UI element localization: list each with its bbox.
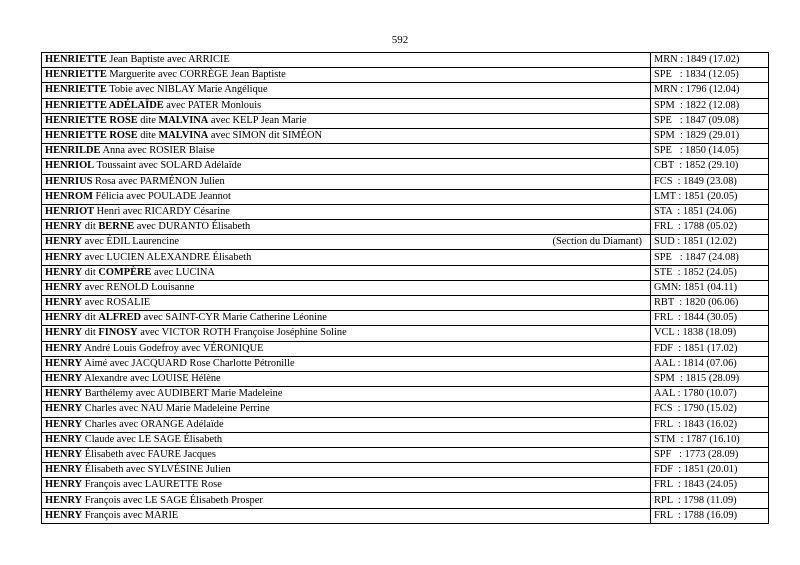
table-row — [42, 508, 769, 523]
table-row — [42, 235, 769, 250]
entry-reference-cell: RBT : 1820 (06.06) — [651, 296, 769, 311]
table-row — [42, 341, 769, 356]
entry-surname: HENRIETTE — [45, 69, 107, 81]
entry-reference-cell: MRN : 1796 (12.04) — [651, 83, 769, 98]
entry-reference-cell: AAL : 1814 (07.06) — [651, 356, 769, 371]
entry-reference-cell: MRN : 1849 (17.02) — [651, 53, 769, 68]
entry-reference-cell: FDF : 1851 (20.01) — [651, 463, 769, 478]
entry-reference-cell: STE : 1852 (24.05) — [651, 265, 769, 280]
entry-surname: ALFRED — [98, 312, 142, 324]
entry-text: avec LUCINA — [151, 266, 215, 278]
table-row — [42, 311, 769, 326]
entry-reference-cell: SPE : 1850 (14.05) — [651, 144, 769, 159]
entry-reference-cell: STA : 1851 (24.06) — [651, 204, 769, 219]
entry-note: (Section du Diamant) — [552, 236, 642, 248]
table-row — [42, 417, 769, 432]
table-row — [42, 463, 769, 478]
entry-surname: HENRY — [45, 357, 83, 369]
table-row — [42, 356, 769, 371]
table-body — [42, 53, 769, 524]
entry-reference-cell: FRL : 1788 (05.02) — [651, 220, 769, 235]
entry-text: Tobie avec NIBLAY Marie Angélique — [106, 84, 268, 96]
entry-surname: HENRIETTE — [45, 84, 107, 96]
entry-names-cell — [42, 371, 651, 386]
page-number: 592 — [391, 34, 409, 46]
entry-names-cell — [42, 250, 651, 265]
entry-names-cell — [42, 83, 651, 98]
entry-reference-cell: FRL : 1788 (16.09) — [651, 508, 769, 523]
entry-names-cell — [42, 478, 651, 493]
table-row — [42, 432, 769, 447]
entry-reference-cell: SPM : 1822 (12.08) — [651, 98, 769, 113]
entry-surname: FINOSY — [98, 327, 138, 339]
entry-text: Félicia avec POULADE Jeannot — [92, 190, 231, 202]
entry-names-cell — [42, 174, 651, 189]
entry-names-cell — [42, 280, 651, 295]
entry-surname: HENRIETTE ROSE — [45, 130, 138, 142]
entry-reference-cell: SPM : 1829 (29.01) — [651, 128, 769, 143]
entry-surname: HENRILDE — [45, 145, 101, 157]
table-row — [42, 326, 769, 341]
entry-reference-cell: FCS : 1849 (23.08) — [651, 174, 769, 189]
entry-surname: HENRY — [45, 388, 83, 400]
marriage-register-table — [41, 52, 769, 524]
table-row — [42, 447, 769, 462]
entry-text: Toussaint avec SOLARD Adélaïde — [94, 160, 242, 172]
entry-surname: HENRY — [45, 403, 83, 415]
entry-reference-cell: SPF : 1773 (28.09) — [651, 447, 769, 462]
table-row — [42, 144, 769, 159]
entry-surname: HENRIOT — [45, 205, 95, 217]
entry-text: Élisabeth avec SYLVÉSINE Julien — [82, 464, 231, 476]
entry-reference-cell: STM : 1787 (16.10) — [651, 432, 769, 447]
entry-text: dit — [82, 312, 99, 324]
entry-text: dite — [137, 130, 159, 142]
entry-surname: HENRIETTE ADÉLAÏDE — [45, 99, 164, 111]
entry-text: François avec LAURETTE Rose — [82, 479, 222, 491]
entry-reference-cell: GMN: 1851 (04.11) — [651, 280, 769, 295]
entry-names-cell — [42, 311, 651, 326]
entry-reference-cell: RPL : 1798 (11.09) — [651, 493, 769, 508]
entry-names-cell — [42, 113, 651, 128]
entry-names-cell — [42, 68, 651, 83]
entry-surname: HENRY — [45, 479, 83, 491]
entry-text: avec SIMON dit SIMÉON — [208, 130, 323, 142]
entry-names-cell — [42, 204, 651, 219]
entry-surname: HENRY — [45, 418, 83, 430]
entry-text: dit — [82, 266, 99, 278]
entry-text: Henri avec RICARDY Césarine — [94, 205, 230, 217]
entry-names-cell — [42, 341, 651, 356]
entry-surname: HENRY — [45, 236, 83, 248]
entry-reference-cell: FDF : 1851 (17.02) — [651, 341, 769, 356]
entry-reference-cell: LMT : 1851 (20.05) — [651, 189, 769, 204]
entry-text: Charles avec NAU Marie Madeleine Perrine — [82, 403, 270, 415]
entry-names-cell — [42, 265, 651, 280]
table-row — [42, 113, 769, 128]
entry-names-cell — [42, 128, 651, 143]
entry-surname: BERNE — [98, 221, 135, 233]
entry-surname: HENRY — [45, 266, 83, 278]
entry-names-cell — [42, 417, 651, 432]
entry-names-cell — [42, 508, 651, 523]
entry-names-cell — [42, 402, 651, 417]
entry-text: avec RENOLD Louisanne — [82, 281, 195, 293]
entry-surname: HENRY — [45, 281, 83, 293]
entry-text: André Louis Godefroy avec VÉRONIQUE — [82, 342, 264, 354]
entry-surname: HENRY — [45, 373, 83, 385]
entry-text: Alexandre avec LOUISE Hélène — [82, 373, 221, 385]
entry-text: Barthélemy avec AUDIBERT Marie Madeleine — [82, 388, 283, 400]
entry-names-cell — [42, 356, 651, 371]
entry-text: Jean Baptiste avec ARRICIE — [106, 54, 230, 66]
table-row — [42, 174, 769, 189]
entry-names-cell — [42, 220, 651, 235]
entry-names-cell — [42, 432, 651, 447]
entry-surname: HENRIUS — [45, 175, 93, 187]
entry-text: Charles avec ORANGE Adélaïde — [82, 418, 224, 430]
table-row — [42, 296, 769, 311]
table-row — [42, 265, 769, 280]
entry-names-cell — [42, 296, 651, 311]
entry-reference-cell: FRL : 1844 (30.05) — [651, 311, 769, 326]
entry-text: avec KELP Jean Marie — [208, 114, 307, 126]
entry-surname: HENRIOL — [45, 160, 95, 172]
table-row — [42, 159, 769, 174]
table-row — [42, 478, 769, 493]
entry-text: avec ROSALIE — [82, 297, 151, 309]
table-row — [42, 280, 769, 295]
entry-surname: HENRY — [45, 494, 83, 506]
entry-surname: HENRY — [45, 221, 83, 233]
entry-reference-cell: AAL : 1780 (10.07) — [651, 387, 769, 402]
entry-reference-cell: SPE : 1847 (24.08) — [651, 250, 769, 265]
table-row — [42, 128, 769, 143]
entry-surname: HENRY — [45, 327, 83, 339]
entry-text: François avec MARIE — [82, 509, 179, 521]
entry-names-cell — [42, 387, 651, 402]
entry-surname: HENRY — [45, 342, 83, 354]
entry-surname: HENRY — [45, 464, 83, 476]
entry-text: avec VICTOR ROTH Françoise Joséphine Soline — [137, 327, 347, 339]
entry-text: Aimé avec JACQUARD Rose Charlotte Pétronille — [82, 357, 295, 369]
entry-names-cell — [42, 326, 651, 341]
entry-reference-cell: CBT : 1852 (29.10) — [651, 159, 769, 174]
entry-text: dite — [137, 114, 159, 126]
entry-names-cell — [42, 144, 651, 159]
entry-names-cell — [42, 159, 651, 174]
table-row — [42, 387, 769, 402]
entry-reference-cell: VCL : 1838 (18.09) — [651, 326, 769, 341]
entry-text: avec PATER Monlouis — [163, 99, 262, 111]
entry-surname: HENRIETTE — [45, 54, 107, 66]
entry-surname: HENRY — [45, 509, 83, 521]
entry-text: avec ÉDIL Laurencine — [82, 236, 179, 248]
table-row — [42, 250, 769, 265]
entry-surname: HENRY — [45, 433, 83, 445]
entry-surname: HENRY — [45, 297, 83, 309]
entry-text: avec LUCIEN ALEXANDRE Élisabeth — [82, 251, 252, 263]
entry-surname: HENROM — [45, 190, 93, 202]
entry-names-cell — [42, 235, 651, 250]
entry-names-cell — [42, 189, 651, 204]
entry-names-cell — [42, 463, 651, 478]
entry-text: François avec LE SAGE Élisabeth Prosper — [82, 494, 263, 506]
entry-reference-cell: SPE : 1834 (12.05) — [651, 68, 769, 83]
entry-text: Élisabeth avec FAURE Jacques — [82, 448, 216, 460]
entry-text: avec DURANTO Élisabeth — [134, 221, 251, 233]
table-row — [42, 493, 769, 508]
entry-text: Anna avec ROSIER Blaise — [100, 145, 215, 157]
entry-reference-cell: FCS : 1790 (15.02) — [651, 402, 769, 417]
table-row — [42, 189, 769, 204]
entry-text: dit — [82, 327, 99, 339]
table-row — [42, 402, 769, 417]
table-row — [42, 204, 769, 219]
table-row — [42, 98, 769, 113]
table-row — [42, 220, 769, 235]
table-row — [42, 83, 769, 98]
entry-text: Marguerite avec CORRÈGE Jean Baptiste — [106, 69, 286, 81]
entry-surname: HENRY — [45, 448, 83, 460]
entry-surname: HENRY — [45, 251, 83, 263]
entry-names-cell — [42, 493, 651, 508]
entry-text: dit — [82, 221, 99, 233]
entry-names-cell — [42, 53, 651, 68]
table-row — [42, 68, 769, 83]
entry-reference-cell: FRL : 1843 (24.05) — [651, 478, 769, 493]
entry-text: avec SAINT-CYR Marie Catherine Léonine — [141, 312, 327, 324]
entry-surname: HENRIETTE ROSE — [45, 114, 138, 126]
entry-reference-cell: SPM : 1815 (28.09) — [651, 371, 769, 386]
entry-surname: COMPÈRE — [98, 266, 152, 278]
entry-names-cell — [42, 98, 651, 113]
table-row — [42, 371, 769, 386]
entry-reference-cell: SUD : 1851 (12.02) — [651, 235, 769, 250]
entry-surname: MALVINA — [158, 114, 209, 126]
entry-surname: MALVINA — [158, 130, 209, 142]
entry-text: Rosa avec PARMÉNON Julien — [92, 175, 225, 187]
entry-reference-cell: SPE : 1847 (09.08) — [651, 113, 769, 128]
table-row — [42, 53, 769, 68]
entry-text: Claude avec LE SAGE Élisabeth — [82, 433, 223, 445]
entry-reference-cell: FRL : 1843 (16.02) — [651, 417, 769, 432]
entry-names-cell — [42, 447, 651, 462]
entry-surname: HENRY — [45, 312, 83, 324]
